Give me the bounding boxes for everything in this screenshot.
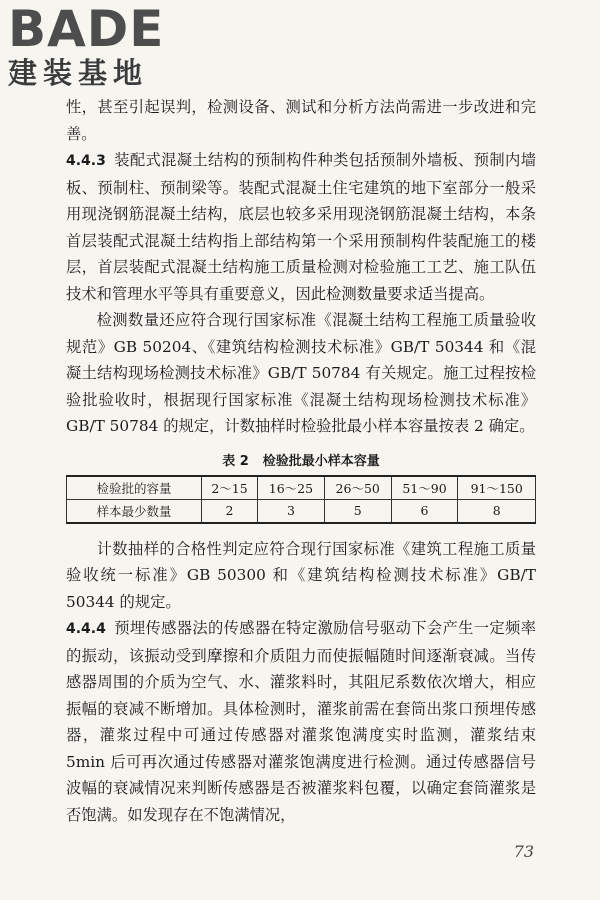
- table-cell: 2: [202, 499, 258, 523]
- table-caption-label: 表 2: [222, 453, 249, 469]
- table-caption: [66, 450, 536, 469]
- table-cell: 8: [458, 499, 536, 523]
- table-caption-title: 检验批最小样本容量: [262, 453, 380, 469]
- section-number: 4.4.3: [66, 153, 106, 169]
- section-4-4-4: [66, 615, 536, 828]
- paragraph-judgement: 计数抽样的合格性判定应符合现行国家标准《建筑工程施工质量验收统一标准》GB 50300 和《建筑结构检测技术标准》GB/T 50344 的规定。: [66, 539, 536, 611]
- logo-chinese: 建装基地: [8, 56, 149, 90]
- table-row-header: 检验批的容量: [67, 476, 202, 500]
- section-4-4-3: [66, 147, 536, 307]
- section-text: 装配式混凝土结构的预制构件种类包括预制外墙板、预制内墙板、预制柱、预制梁等。装配式混凝土住宅建筑的地下室部分一般采用现浇钢筋混凝土结构，底层也较多采用现浇钢筋混凝土结构，本条首层装配式混凝土结构指上部结构第一个采用预制构件装配施工的楼层，首层装配式混凝土结构施工质量检测对检验施工工艺、施工队伍技术和管理水平等具有重要意义，因此检测数量要求适当提高。: [66, 151, 536, 303]
- table-cell: 91～150: [458, 476, 536, 500]
- page-number: 73: [513, 842, 534, 861]
- logo-latin: BADE: [8, 0, 165, 58]
- page-content: [66, 94, 536, 828]
- table-row-header: 样本最少数量: [67, 499, 202, 523]
- table-cell: 6: [391, 499, 458, 523]
- logo: [8, 0, 188, 94]
- table-row: [67, 476, 536, 500]
- table-cell: 5: [324, 499, 391, 523]
- paragraph-continuation: 性，甚至引起误判，检测设备、测试和分析方法尚需进一步改进和完善。: [66, 98, 536, 143]
- table-cell: 2～15: [202, 476, 258, 500]
- table-cell: 3: [258, 499, 325, 523]
- table-cell: 16～25: [258, 476, 325, 500]
- section-text: 预埋传感器法的传感器在特定激励信号驱动下会产生一定频率的振动，该振动受到摩擦和介质阻力而使振幅随时间逐渐衰减。当传感器周围的介质为空气、水、灌浆料时，其阻尼系数依次增大，相应振幅的衰减不断增加。具体检测时，灌浆前需在套筒出浆口预埋传感器，灌浆过程中可通过传感器对灌浆饱满度实时监测，灌浆结束 5min 后可再次通过传感器对灌浆饱满度进行检测。通过传感器信号波幅的衰减情况来判断传感器是否被灌浆料包覆，以确定套筒灌浆是否饱满。如发现存在不饱满情况，: [66, 619, 536, 824]
- table-cell: 51～90: [391, 476, 458, 500]
- table-row: [67, 499, 536, 523]
- table-cell: 26～50: [324, 476, 391, 500]
- paragraph-standards: 检测数量还应符合现行国家标准《混凝土结构工程施工质量验收规范》GB 50204、《建筑结构检测技术标准》GB/T 50344 和《混凝土结构现场检测技术标准》GB/T 50784 有关规定。施工过程按检验批验收时，根据现行国家标准《混凝土结构现场检测技术标准》GB/T 50784 的规定，计数抽样时检验批最小样本容量按表 2 确定。: [66, 311, 536, 435]
- sample-size-table: [66, 475, 536, 524]
- section-number: 4.4.4: [66, 621, 106, 637]
